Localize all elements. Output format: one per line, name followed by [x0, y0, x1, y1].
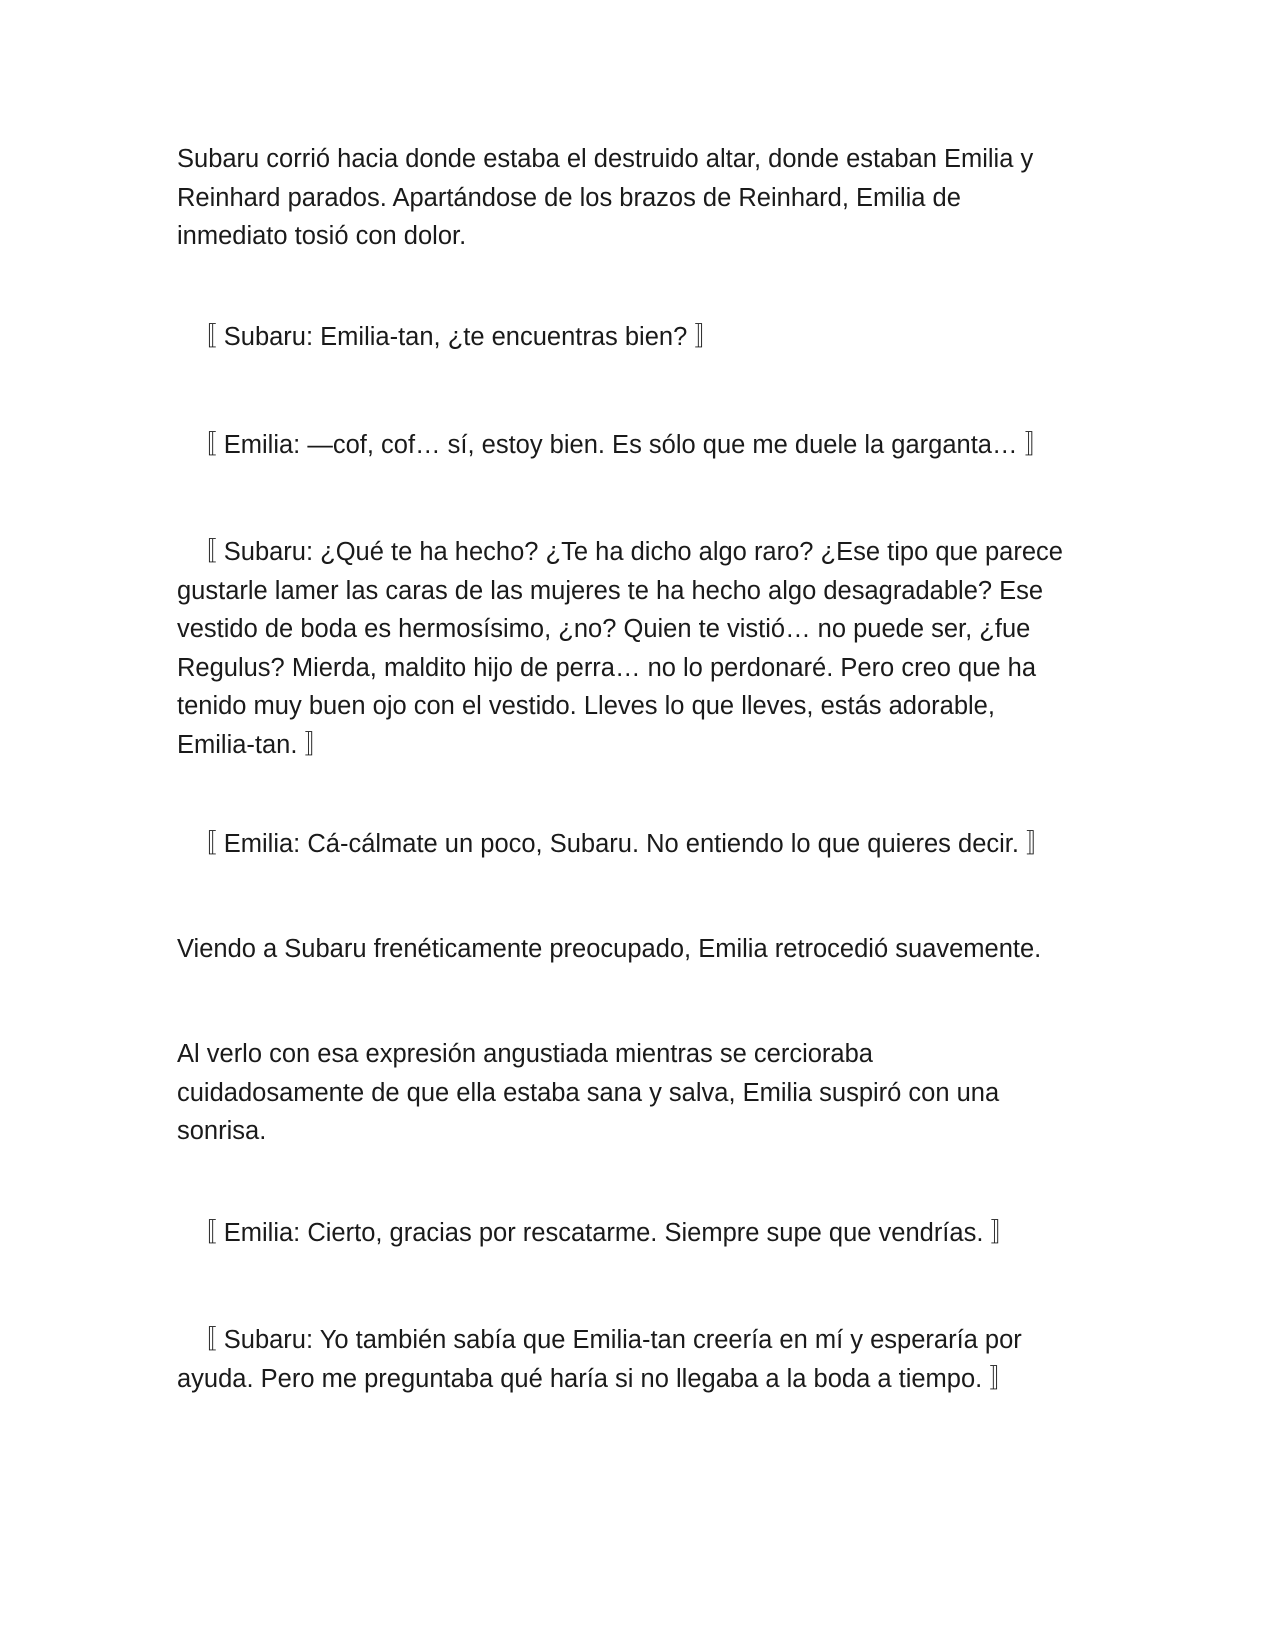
- narration-paragraph: [177, 140, 1112, 256]
- text-line: vestido de boda es hermosísimo, ¿no? Quien te vistió… no puede ser, ¿fue: [177, 615, 1031, 643]
- text-line: cuidadosamente de que ella estaba sana y salva, Emilia suspiró con una: [177, 1078, 1000, 1107]
- dialogue-paragraph: [177, 1321, 1112, 1398]
- text-line: sonrisa.: [177, 1117, 267, 1145]
- dialogue-paragraph: [177, 318, 1112, 357]
- text-line: Emilia-tan. 〛: [177, 730, 331, 759]
- text-line: 〚 Emilia: —cof, cof… sí, estoy bien. Es sólo que me duele la garganta… 〛: [177, 431, 1051, 459]
- text-line: 〚 Emilia: Cierto, gracias por rescatarme. Siempre supe que vendrías. 〛: [177, 1219, 1016, 1247]
- narration-paragraph: [177, 1035, 1112, 1151]
- text-line: ayuda. Pero me preguntaba qué haría si no llegaba a la boda a tiempo. 〛: [177, 1364, 1015, 1393]
- dialogue-paragraph: [177, 1214, 1112, 1253]
- text-line: 〚 Subaru: Yo también sabía que Emilia-tan creería en mí y esperaría por: [177, 1326, 1022, 1354]
- text-line: Reinhard parados. Apartándose de los brazos de Reinhard, Emilia de: [177, 183, 961, 212]
- text-line: 〚 Emilia: Cá-cálmate un poco, Subaru. No entiendo lo que quieres decir. 〛: [177, 830, 1052, 858]
- text-line: Regulus? Mierda, maldito hijo de perra… no lo perdonaré. Pero creo que ha: [177, 653, 1037, 682]
- text-line: Al verlo con esa expresión angustiada mientras se cercioraba: [177, 1040, 873, 1068]
- text-line: tenido muy buen ojo con el vestido. Lleves lo que lleves, estás adorable,: [177, 692, 995, 720]
- dialogue-paragraph: [177, 533, 1112, 764]
- dialogue-paragraph: [177, 426, 1112, 465]
- text-line: 〚 Subaru: Emilia-tan, ¿te encuentras bien? 〛: [177, 323, 720, 351]
- text-line: gustarle lamer las caras de las mujeres te ha hecho algo desagradable? Ese: [177, 576, 1044, 605]
- text-line: inmediato tosió con dolor.: [177, 222, 467, 250]
- dialogue-paragraph: [177, 825, 1112, 864]
- text-line: Viendo a Subaru frenéticamente preocupado, Emilia retrocedió suavemente.: [177, 935, 1042, 963]
- text-line: Subaru corrió hacia donde estaba el destruido altar, donde estaban Emilia y: [177, 145, 1034, 173]
- text-line: 〚 Subaru: ¿Qué te ha hecho? ¿Te ha dicho algo raro? ¿Ese tipo que parece: [177, 538, 1063, 566]
- narration-paragraph: [177, 930, 1112, 969]
